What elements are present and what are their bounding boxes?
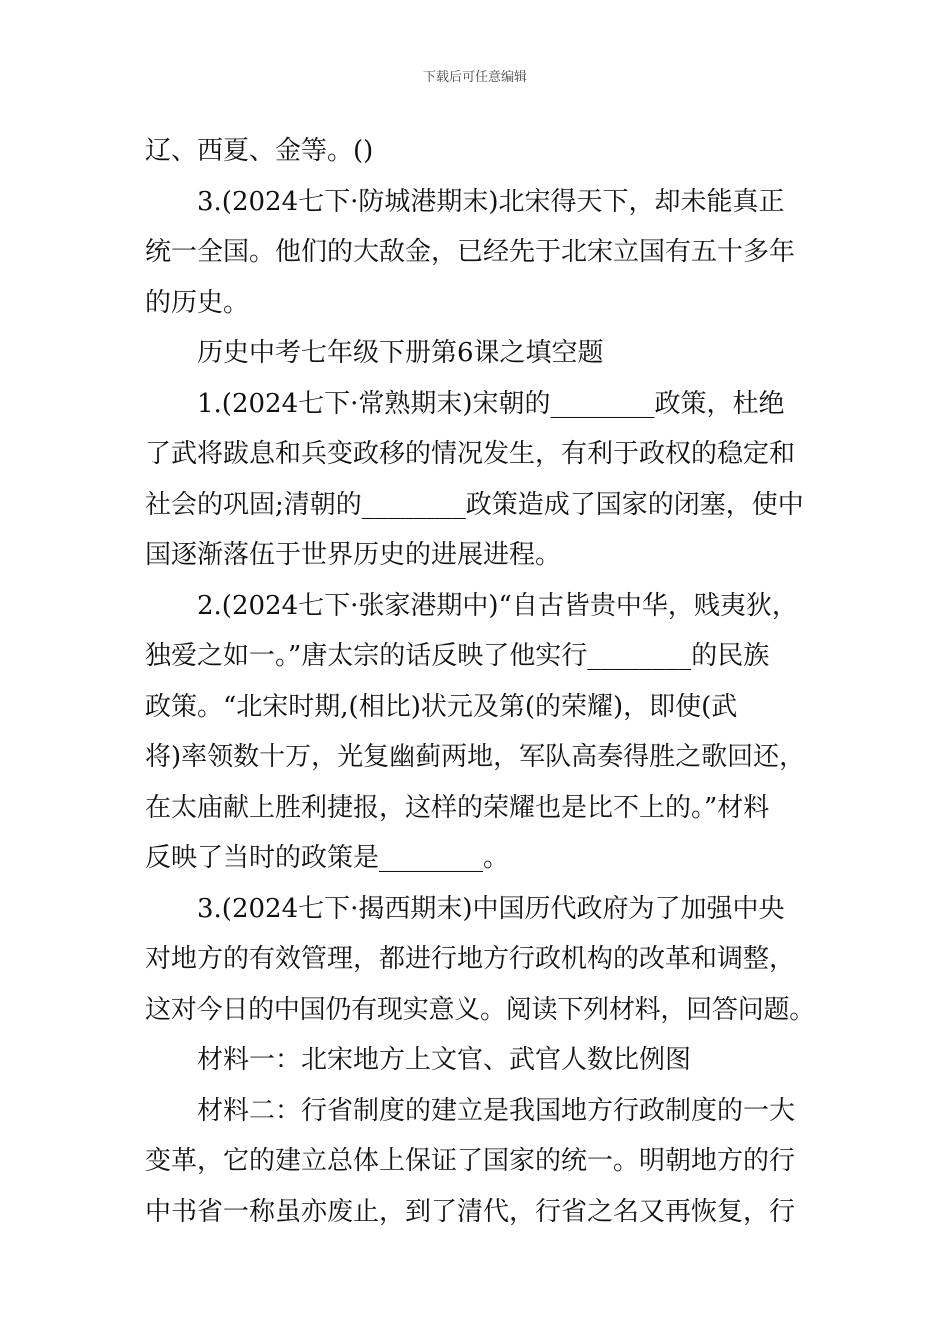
paragraph-line: 统一全国。他们的大敌金，已经先于北宋立国有五十多年 bbox=[145, 237, 796, 267]
question-line: 2.(2024七下·张家港期中)“自古皆贵中华，贱夷狄， bbox=[197, 590, 798, 621]
paragraph-line: 社会的巩固;清朝的________政策造成了国家的闭塞，使中 bbox=[145, 489, 804, 520]
paragraph-line: 反映了当时的政策是________。 bbox=[145, 843, 510, 873]
page-header: 下载后可任意编辑 bbox=[422, 70, 527, 85]
section-heading: 历史中考七年级下册第6课之填空题 bbox=[197, 338, 604, 368]
question-line: 3.(2024七下·揭西期末)中国历代政府为了加强中央 bbox=[197, 893, 785, 924]
paragraph-line: 中书省一称虽亦废止，到了清代，行省之名又再恢复，行 bbox=[145, 1196, 796, 1227]
document-body bbox=[145, 126, 815, 1237]
question-line: 1.(2024七下·常熟期末)宋朝的________政策，杜绝 bbox=[197, 388, 785, 419]
paragraph-line: 了武将跋息和兵变政移的情况发生，有利于政权的稳定和 bbox=[145, 439, 796, 469]
material-line: 材料二：行省制度的建立是我国地方行政制度的一大 bbox=[197, 1095, 796, 1126]
material-label: 材料一：北宋地方上文官、武官人数比例图 bbox=[197, 1045, 692, 1075]
paragraph-line: 的历史。 bbox=[145, 287, 250, 318]
paragraph-line: 辽、西夏、金等。() bbox=[145, 136, 374, 166]
paragraph-line: 变革，它的建立总体上保证了国家的统一。明朝地方的行 bbox=[145, 1146, 796, 1176]
question-line: 3.(2024七下·防城港期末)北宋得天下，却未能真正 bbox=[197, 186, 785, 217]
paragraph-line: 国逐渐落伍于世界历史的进展进程。 bbox=[145, 540, 562, 570]
paragraph-line: 在太庙献上胜利捷报，这样的荣耀也是比不上的。”材料 bbox=[145, 792, 770, 823]
paragraph-line: 政策。“北宋时期,(相比)状元及第(的荣耀)，即使(武 bbox=[145, 691, 738, 722]
paragraph-line: 独爱之如一。”唐太宗的话反映了他实行________的民族 bbox=[145, 641, 770, 671]
paragraph-line: 对地方的有效管理，都进行地方行政机构的改革和调整， bbox=[145, 944, 796, 974]
paragraph-line: 将)率领数十万，光复幽蓟两地，军队高奏得胜之歌回还， bbox=[145, 742, 806, 772]
paragraph-line: 这对今日的中国仍有现实意义。阅读下列材料，回答问题。 bbox=[145, 994, 816, 1025]
